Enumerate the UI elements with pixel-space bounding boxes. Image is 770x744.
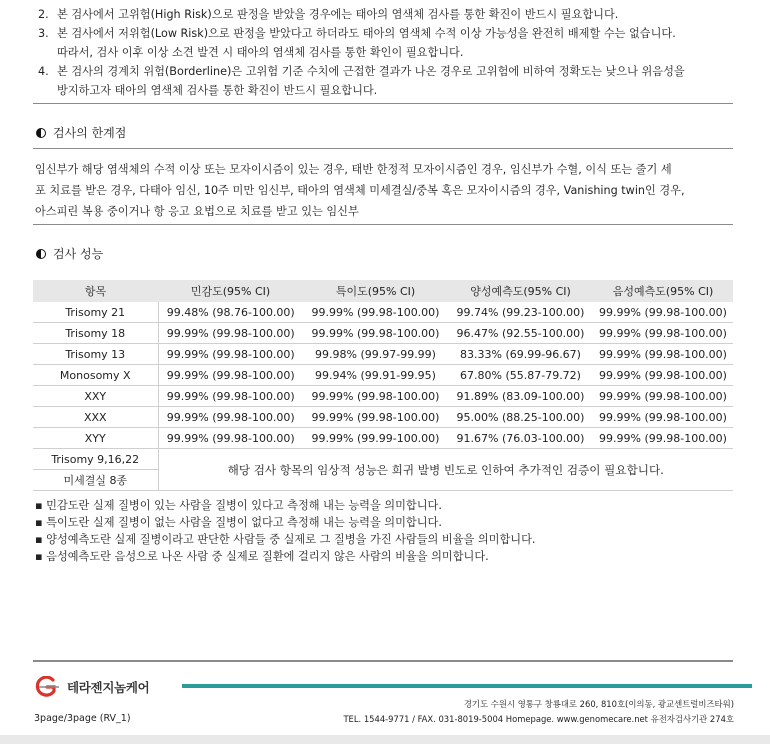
table-cell: 미세결실 8종 (33, 470, 158, 491)
table-row (33, 386, 733, 407)
note-text: 음성예측도란 음성으로 나온 사람 중 실제로 질환에 걸리지 않은 사람의 비율을 의미합니다. (46, 550, 489, 563)
company-logo (33, 676, 149, 698)
note-item: ▪ 민감도란 실제 질병이 있는 사람을 질병이 있다고 측정해 내는 능력을 의미합니다. (35, 499, 442, 512)
table-row (33, 428, 733, 449)
table-cell: 99.99% (99.98-100.00) (593, 407, 733, 428)
list-item (38, 24, 738, 62)
list-item (38, 5, 738, 24)
table-cell: Trisomy 18 (33, 323, 158, 344)
table-row (33, 323, 733, 344)
table-cell: 99.99% (99.98-100.00) (303, 407, 448, 428)
half-circle-icon (36, 128, 46, 138)
list-line: 본 검사에서 저위험(Low Risk)으로 판정을 받았다고 하더라도 태아의 염색체 수적 이상 가능성을 완전히 배제할 수는 없습니다. (57, 27, 676, 40)
list-number: 4. (38, 65, 49, 78)
note-text: 특이도란 실제 질병이 없는 사람을 질병이 없다고 측정해 내는 능력을 의미합니다. (46, 516, 442, 529)
column-header: 민감도(95% CI) (158, 280, 303, 302)
table-cell: 99.99% (99.98-100.00) (158, 365, 303, 386)
table-cell: 99.99% (99.98-100.00) (158, 344, 303, 365)
list-number: 2. (38, 8, 49, 21)
footer-address-block (343, 697, 734, 727)
table-cell: 99.99% (99.98-100.00) (158, 407, 303, 428)
table-cell: XYY (33, 428, 158, 449)
column-header: 양성예측도(95% CI) (448, 280, 593, 302)
table-cell: 99.99% (99.98-100.00) (593, 365, 733, 386)
list-line: 방지하고자 태아의 염색체 검사를 통한 확진이 반드시 필요합니다. (57, 84, 378, 97)
performance-heading (36, 245, 103, 262)
footer-accent-bar (182, 684, 752, 688)
table-row (33, 344, 733, 365)
table-cell: 99.99% (99.98-100.00) (593, 386, 733, 407)
column-header: 항목 (33, 280, 158, 302)
bottom-band (0, 735, 770, 744)
performance-heading-text: 검사 성능 (53, 247, 104, 261)
performance-table (33, 280, 733, 491)
list-line: 본 검사에서 고위험(High Risk)으로 판정을 받았을 경우에는 태아의 염색체 검사를 통한 확진이 반드시 필요합니다. (57, 8, 619, 21)
table-cell: 96.47% (92.55-100.00) (448, 323, 593, 344)
table-cell: 99.99% (99.98-100.00) (593, 302, 733, 323)
company-name: 테라젠지놈케어 (67, 680, 150, 695)
paragraph-line: 임신부가 해당 염색체의 수적 이상 또는 모자이시즘이 있는 경우, 태반 한정적 모자이시즘인 경우, 임신부가 수혈, 이식 또는 줄기 세 (35, 163, 672, 176)
section-divider (33, 148, 733, 149)
list-number: 3. (38, 27, 49, 40)
note-text: 양성예측도란 실제 질병이라고 판단한 사람들 중 실제로 그 질병을 가진 사람들의 비율을 의미합니다. (46, 533, 536, 546)
table-cell: XXX (33, 407, 158, 428)
half-circle-icon (36, 249, 46, 259)
section-divider (33, 103, 733, 104)
note-item: ▪ 음성예측도란 음성으로 나온 사람 중 실제로 질환에 걸리지 않은 사람의 비율을 의미합니다. (35, 550, 489, 563)
table-cell: 99.74% (99.23-100.00) (448, 302, 593, 323)
table-row (33, 365, 733, 386)
table-cell: 99.99% (99.98-100.00) (593, 428, 733, 449)
list-line: 본 검사의 경계치 위험(Borderline)은 고위험 기준 수치에 근접한 결과가 나온 경우로 고위험에 비하여 정확도는 낮으나 위음성을 (57, 65, 685, 78)
table-cell: 99.94% (99.91-99.95) (303, 365, 448, 386)
table-cell: Trisomy 13 (33, 344, 158, 365)
page-number: 3page/3page (RV_1) (34, 713, 131, 724)
column-header: 음성예측도(95% CI) (593, 280, 733, 302)
table-row (33, 302, 733, 323)
table-cell: 99.48% (98.76-100.00) (158, 302, 303, 323)
table-cell: 95.00% (88.25-100.00) (448, 407, 593, 428)
table-cell: 99.99% (99.98-100.00) (303, 386, 448, 407)
clinical-note-cell: 해당 검사 항목의 임상적 성능은 희귀 발병 빈도로 인하여 추가적인 검증이 필요합니다. (158, 449, 733, 491)
table-cell: Trisomy 9,16,22 (33, 449, 158, 470)
table-cell: 99.99% (99.98-100.00) (303, 323, 448, 344)
note-item: ▪ 양성예측도란 실제 질병이라고 판단한 사람들 중 실제로 그 질병을 가진 사람들의 비율을 의미합니다. (35, 533, 536, 546)
table-cell: 83.33% (69.99-96.67) (448, 344, 593, 365)
table-cell: 99.99% (99.98-100.00) (593, 323, 733, 344)
logo-mark-icon (33, 676, 63, 698)
table-header-row (33, 280, 733, 302)
table-cell: 99.98% (99.97-99.99) (303, 344, 448, 365)
note-item: ▪ 특이도란 실제 질병이 없는 사람을 질병이 없다고 측정해 내는 능력을 의미합니다. (35, 516, 442, 529)
footer-divider (33, 660, 733, 662)
table-cell: 99.99% (99.98-100.00) (593, 344, 733, 365)
table-row (33, 449, 733, 470)
list-line: 따라서, 검사 이후 이상 소견 발견 시 태아의 염색체 검사를 통한 확인이 필요합니다. (57, 46, 464, 59)
limitations-heading-text: 검사의 한계점 (53, 126, 127, 140)
table-cell: 99.99% (99.99-100.00) (303, 428, 448, 449)
table-cell: Trisomy 21 (33, 302, 158, 323)
column-header: 특이도(95% CI) (303, 280, 448, 302)
table-cell: 91.89% (83.09-100.00) (448, 386, 593, 407)
table-cell: Monosomy X (33, 365, 158, 386)
table-row (33, 407, 733, 428)
address-line: 경기도 수원시 영통구 창룡대로 260, 810호(이의동, 광교센트럴비즈타워) (463, 699, 734, 709)
table-cell: 99.99% (99.98-100.00) (158, 323, 303, 344)
table-cell: 99.99% (99.98-100.00) (158, 428, 303, 449)
table-cell: 91.67% (76.03-100.00) (448, 428, 593, 449)
limitations-paragraph (35, 159, 735, 222)
table-cell: 99.99% (99.98-100.00) (158, 386, 303, 407)
paragraph-line: 아스피린 복용 중이거나 항 응고 요법으로 치료를 받고 있는 임신부 (35, 205, 359, 218)
paragraph-line: 포 치료를 받은 경우, 다태아 임신, 10주 미만 임신부, 태아의 염색체 미세결실/중복 혹은 모자이시즘의 경우, Vanishing twin인 경우, (35, 184, 685, 197)
contact-line: TEL. 1544-9771 / FAX. 031-8019-5004 Homepage. www.genomecare.net 유전자검사기관 274호 (343, 714, 734, 724)
limitations-heading (36, 124, 126, 141)
note-text: 민감도란 실제 질병이 있는 사람을 질병이 있다고 측정해 내는 능력을 의미합니다. (46, 499, 442, 512)
definition-notes (35, 497, 535, 565)
list-item (38, 62, 738, 100)
table-cell: 99.99% (99.98-100.00) (303, 302, 448, 323)
section-divider (33, 224, 733, 225)
numbered-list (38, 5, 738, 100)
table-cell: XXY (33, 386, 158, 407)
table-cell: 67.80% (55.87-79.72) (448, 365, 593, 386)
